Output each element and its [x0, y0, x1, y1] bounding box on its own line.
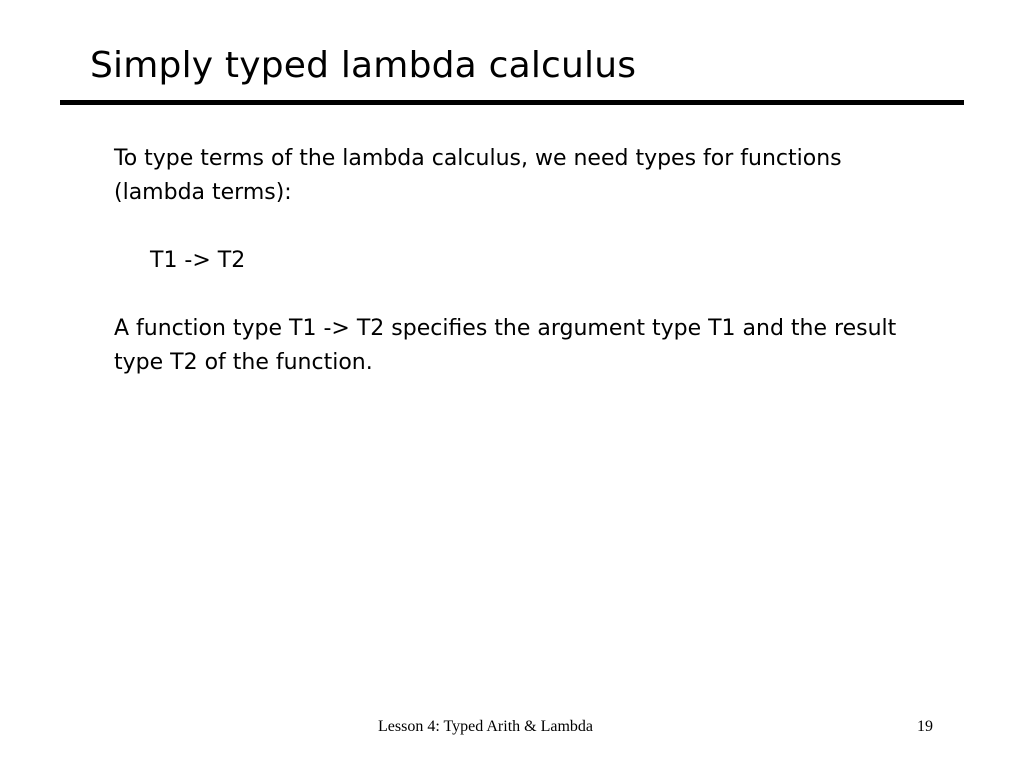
- title-divider: [60, 100, 964, 105]
- slide-title: Simply typed lambda calculus: [90, 45, 637, 86]
- type-formula: T1 -> T2: [150, 248, 246, 273]
- intro-paragraph: To type terms of the lambda calculus, we need types for functions (lambda terms):: [114, 146, 842, 205]
- footer-lesson-title: Lesson 4: Typed Arith & Lambda: [378, 718, 593, 735]
- footer-page-number: 19: [917, 718, 933, 735]
- slide-body: [114, 142, 934, 380]
- explanation-paragraph: A function type T1 -> T2 specifies the argument type T1 and the result type T2 of the function.: [114, 316, 897, 375]
